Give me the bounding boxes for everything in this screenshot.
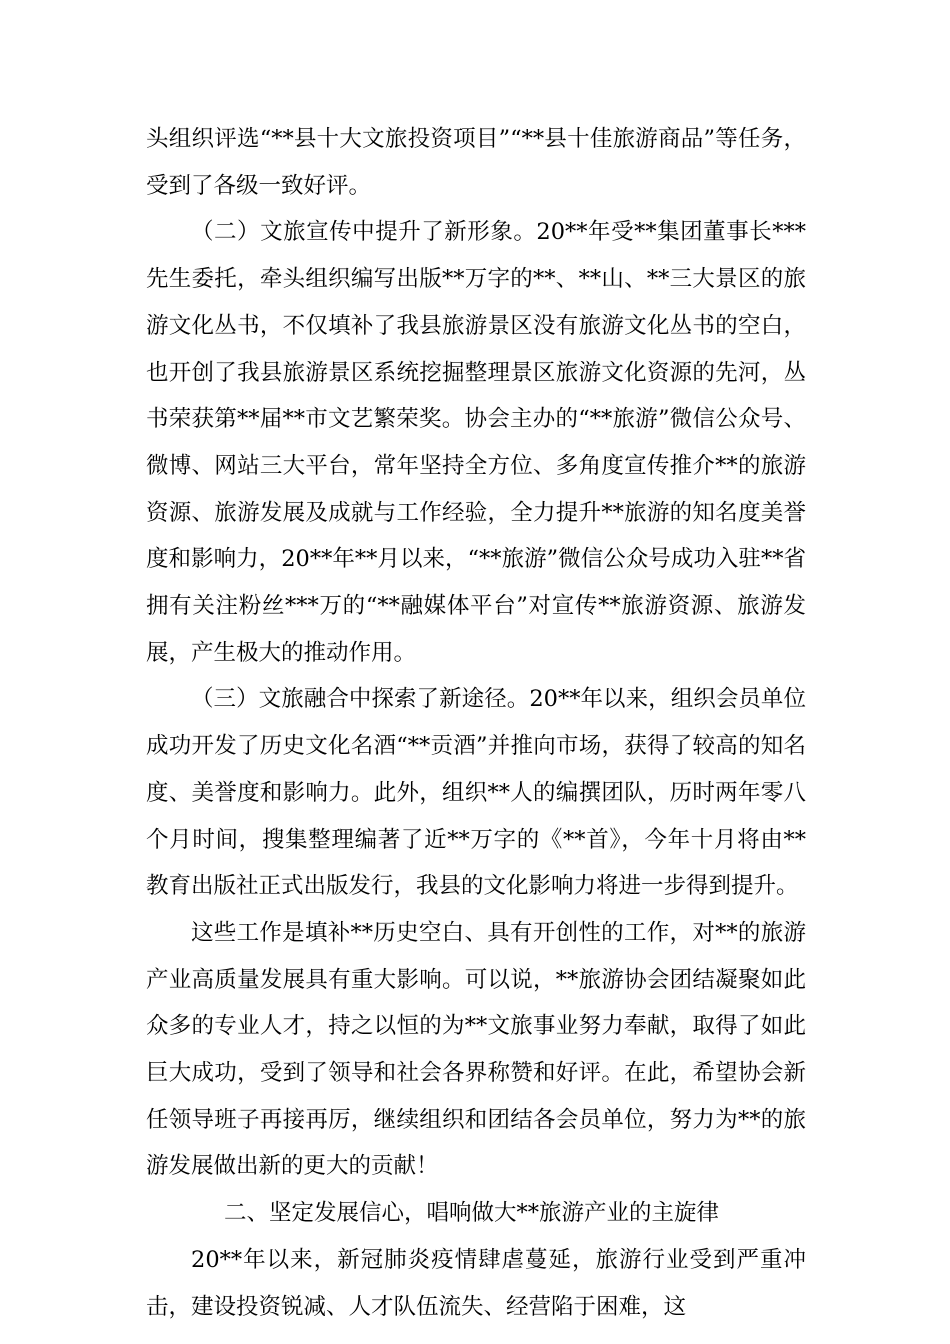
paragraph-section-3: （三）文旅融合中探索了新途径。20**年以来，组织会员单位成功开发了历史文化名酒“**贡酒”并推向市场，获得了较高的知名度、美誉度和影响力。此外，组织**人的编撰团队，历时两年零八个月时间，搜集整理编著了近**万字的《**首》，今年十月将由**教育出版社正式出版发行，我县的文化影响力将进一步得到提升。 bbox=[146, 686, 806, 900]
document-body bbox=[146, 116, 806, 1330]
paragraph-intro: 20**年以来，新冠肺炎疫情肆虐蔓延，旅游行业受到严重冲击，建设投资锐减、人才队伍流失、经营陷于困难，这 bbox=[146, 1246, 806, 1320]
paragraph-continuation: 头组织评选“**县十大文旅投资项目”“**县十佳旅游商品”等任务，受到了各级一致好评。 bbox=[146, 126, 806, 199]
paragraph-section-2: （二）文旅宣传中提升了新形象。20**年受**集团董事长***先生委托，牵头组织编写出版**万字的**、**山、**三大景区的旅游文化丛书，不仅填补了我县旅游景区没有旅游文化丛书的空白，也开创了我县旅游景区系统挖掘整理景区旅游文化资源的先河，丛书荣获第**届**市文艺繁荣奖。协会主办的“**旅游”微信公众号、微博、网站三大平台，常年坚持全方位、多角度宣传推介**的旅游资源、旅游发展及成就与工作经验，全力提升**旅游的知名度美誉度和影响力，20**年**月以来，“**旅游”微信公众号成功入驻**省拥有关注粉丝***万的“**融媒体平台”对宣传**旅游资源、旅游发展，产生极大的推动作用。 bbox=[146, 219, 806, 666]
paragraph-summary: 这些工作是填补**历史空白、具有开创性的工作，对**的旅游产业高质量发展具有重大影响。可以说，**旅游协会团结凝聚如此众多的专业人才，持之以恒的为**文旅事业努力奉献，取得了如此巨大成功，受到了领导和社会各界称赞和好评。在此，希望协会新任领导班子再接再厉，继续组织和团结各会员单位，努力为**的旅游发展做出新的更大的贡献！ bbox=[146, 919, 806, 1180]
section-heading: 二、坚定发展信心，唱响做大**旅游产业的主旋律 bbox=[224, 1200, 720, 1227]
